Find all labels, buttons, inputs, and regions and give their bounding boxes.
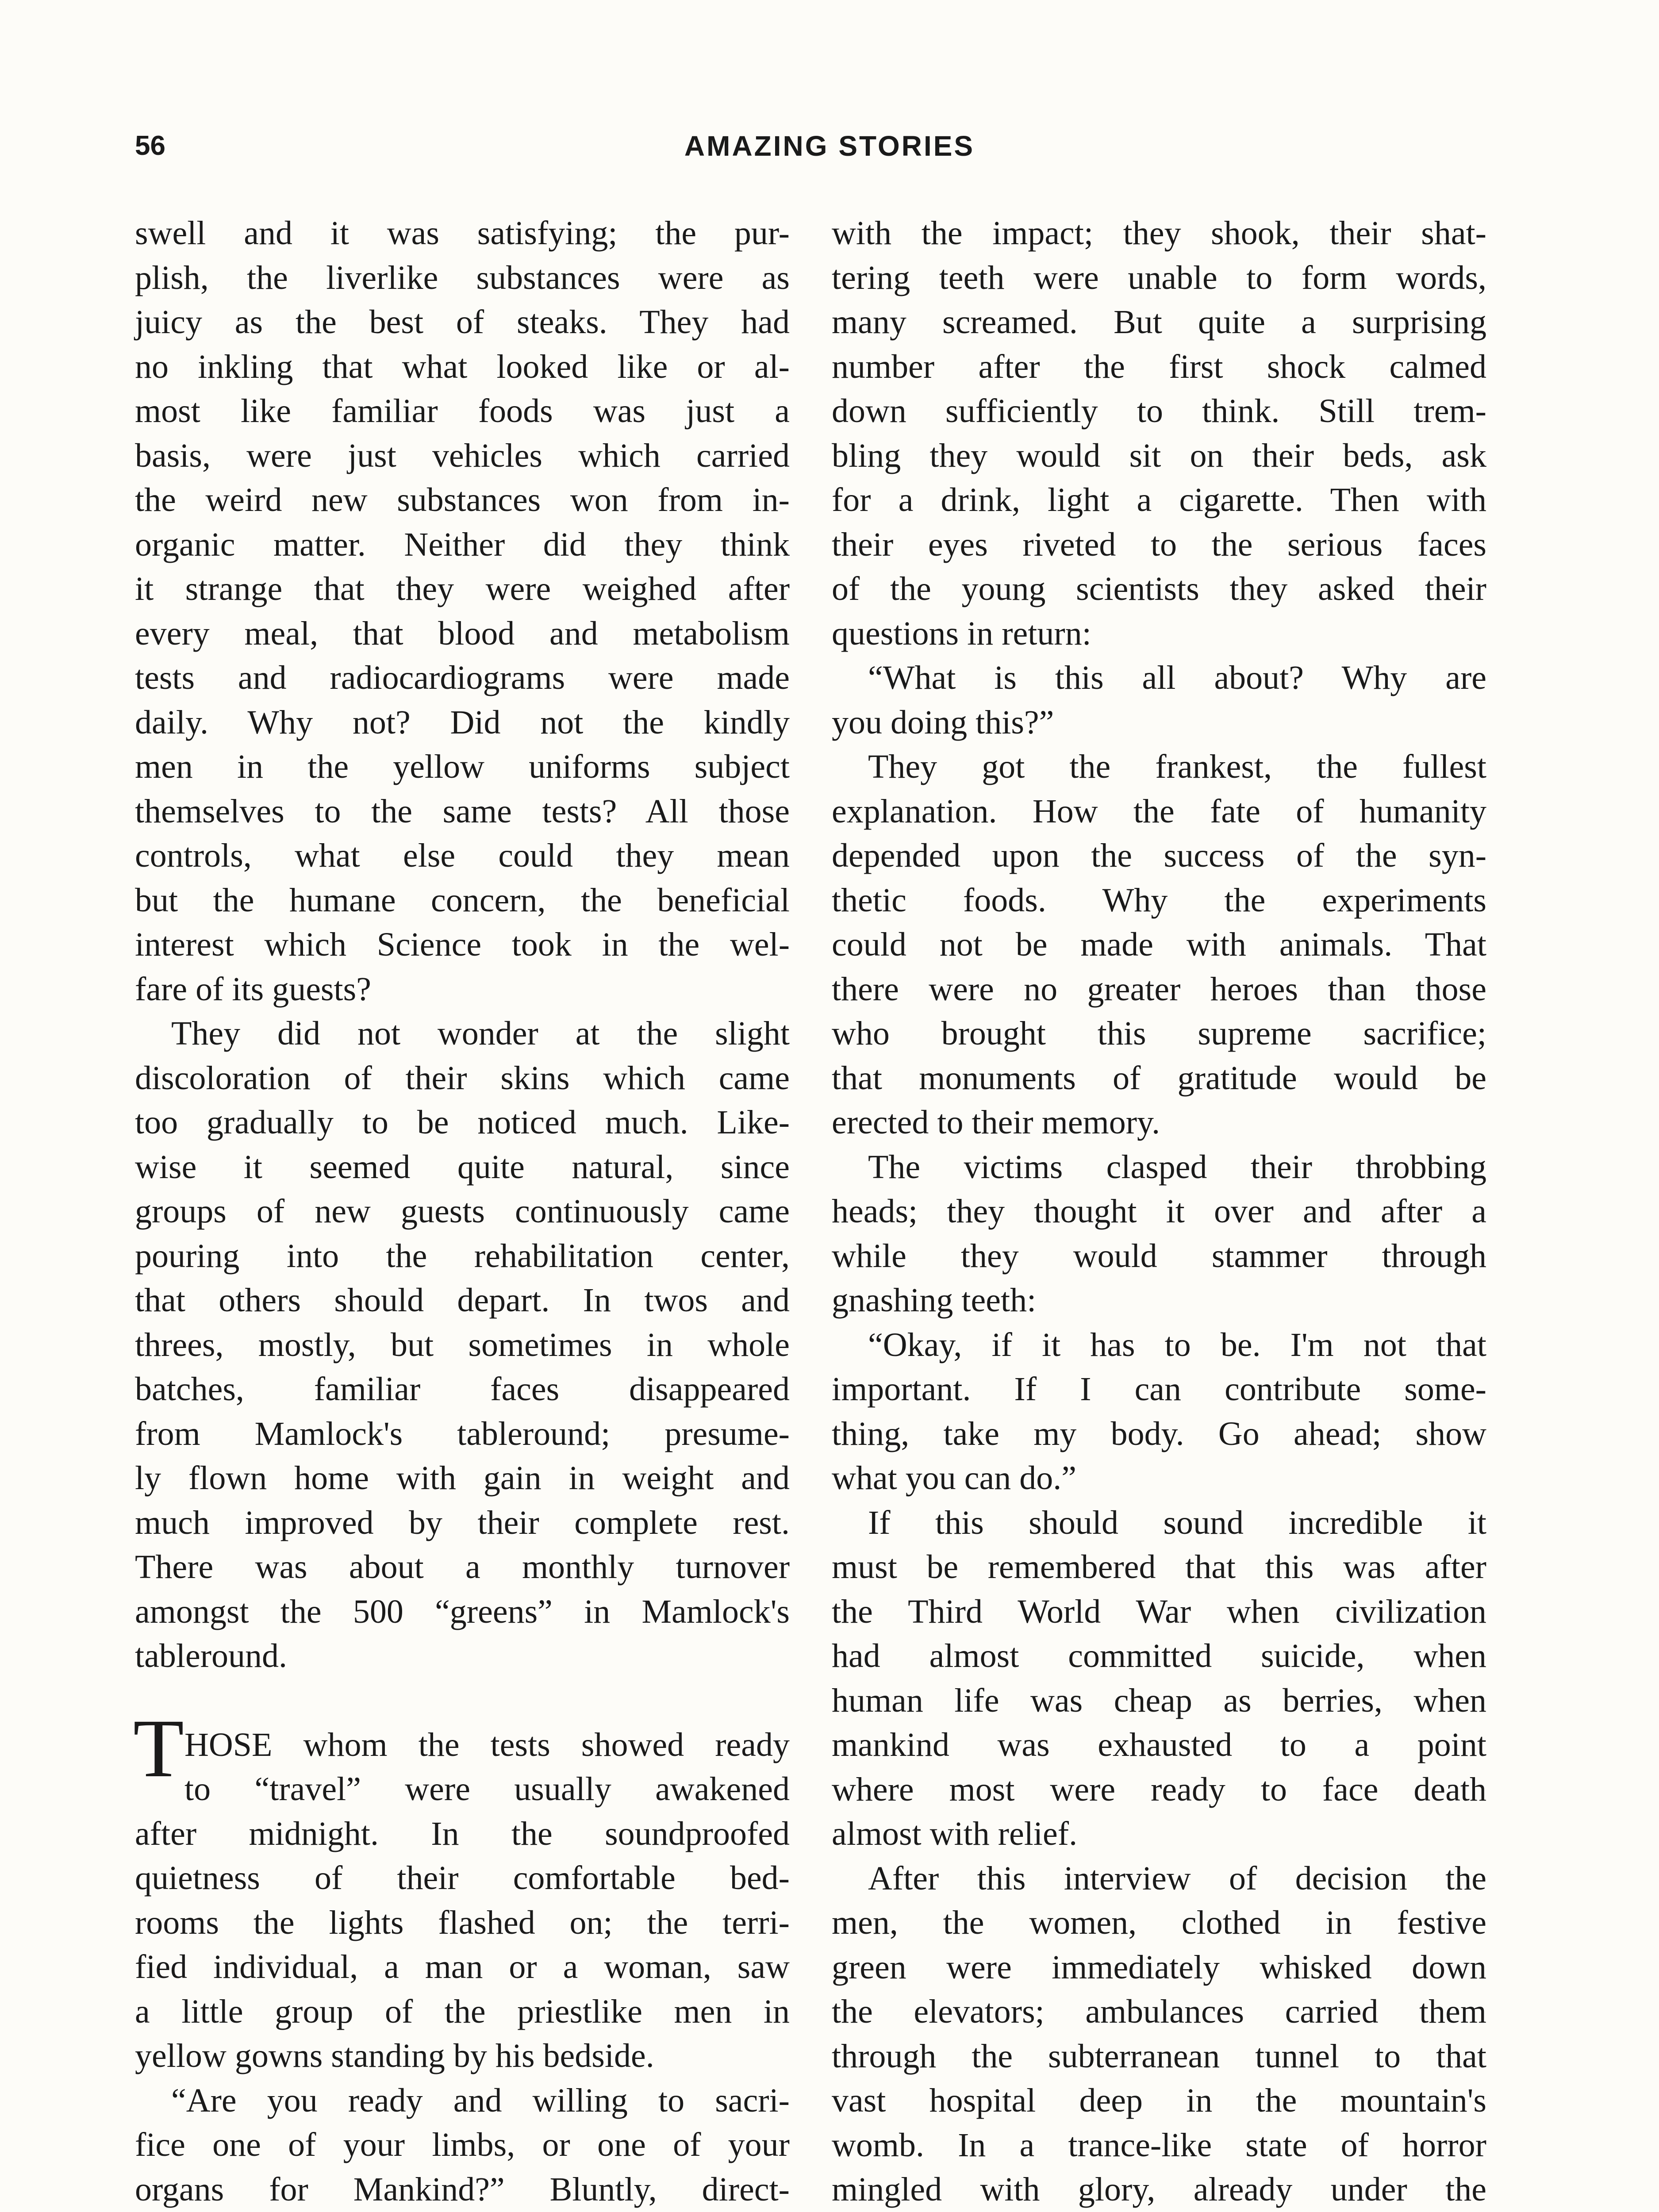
text-line: quietness of their comfortable bed- <box>135 1859 790 1897</box>
right-column <box>832 211 1486 2212</box>
text-line: juicy as the best of steaks. They had <box>135 303 790 341</box>
text-line: depended upon the success of the syn- <box>832 837 1486 874</box>
text-line: had almost committed suicide, when <box>832 1637 1486 1674</box>
text-line: amongst the 500 “greens” in Mamlock's <box>135 1593 790 1630</box>
text-line: human life was cheap as berries, when <box>832 1682 1486 1719</box>
text-line: bling they would sit on their beds, ask <box>832 437 1486 474</box>
text-line: no inkling that what looked like or al- <box>135 348 790 385</box>
text-line: heads; they thought it over and after a <box>832 1193 1486 1230</box>
text-line: every meal, that blood and metabolism <box>135 614 790 652</box>
text-line: There was about a monthly turnover <box>135 1548 790 1586</box>
text-line: from Mamlock's tableround; presume- <box>135 1415 790 1452</box>
text-line: tering teeth were unable to form words, <box>832 259 1486 296</box>
text-line: that monuments of gratitude would be <box>832 1059 1486 1097</box>
text-line: could not be made with animals. That <box>832 926 1486 963</box>
text-line: of the young scientists they asked their <box>832 570 1486 607</box>
text-line: where most were ready to face death <box>832 1770 1486 1808</box>
text-line: ly flown home with gain in weight and <box>135 1459 790 1497</box>
running-head: AMAZING STORIES <box>684 130 975 162</box>
text-line: “What is this all about? Why are <box>868 659 1486 696</box>
paragraph <box>832 656 1486 745</box>
text-line: If this should sound incredible it <box>868 1504 1486 1541</box>
text-line: explanation. How the fate of humanity <box>832 792 1486 830</box>
text-line: most like familiar foods was just a <box>135 392 790 430</box>
text-line: it strange that they were weighed after <box>135 570 790 607</box>
text-line: pouring into the rehabilitation center, <box>135 1237 790 1275</box>
text-line: but the humane concern, the beneficial <box>135 881 790 919</box>
text-line: discoloration of their skins which came <box>135 1059 790 1097</box>
page-number: 56 <box>135 131 165 161</box>
text-line: yellow gowns standing by his bedside. <box>135 2037 654 2074</box>
text-line: after midnight. In the soundproofed <box>135 1815 790 1852</box>
text-line: to “travel” were usually awakened <box>184 1770 790 1808</box>
paragraph <box>133 1701 790 2078</box>
left-column <box>135 211 790 2212</box>
text-line: themselves to the same tests? All those <box>135 792 790 830</box>
text-line: much improved by their complete rest. <box>135 1504 790 1541</box>
text-line: thetic foods. Why the experiments <box>832 881 1486 919</box>
section-break <box>135 1678 790 1723</box>
text-line: organs for Mankind?” Bluntly, direct- <box>135 2170 790 2208</box>
text-line: mingled with glory, already under the <box>832 2171 1486 2208</box>
text-line: daily. Why not? Did not the kindly <box>135 703 790 741</box>
text-line: The victims clasped their throbbing <box>868 1148 1486 1186</box>
text-line: men in the yellow uniforms subject <box>135 748 790 785</box>
text-line: important. If I can contribute some- <box>832 1371 1486 1408</box>
text-line: too gradually to be noticed much. Like- <box>135 1104 790 1141</box>
text-line: through the subterranean tunnel to that <box>832 2037 1486 2075</box>
text-line: tests and radiocardiograms were made <box>135 659 790 696</box>
paragraph <box>135 211 790 1011</box>
text-line: the elevators; ambulances carried them <box>832 1993 1486 2030</box>
text-line: questions in return: <box>832 614 1091 652</box>
text-line: organic matter. Neither did they think <box>135 526 790 563</box>
paragraph <box>832 1145 1486 1323</box>
text-line: tableround. <box>135 1637 288 1674</box>
text-line: gnashing teeth: <box>832 1282 1037 1319</box>
text-line: down sufficiently to think. Still trem- <box>832 392 1486 430</box>
text-line: the weird new substances won from in- <box>135 481 790 518</box>
text-line: plish, the liverlike substances were as <box>135 259 790 296</box>
text-line: number after the first shock calmed <box>832 348 1486 385</box>
text-line: green were immediately whisked down <box>832 1948 1486 1986</box>
text-line: controls, what else could they mean <box>135 837 790 874</box>
paragraph <box>832 745 1486 1145</box>
text-line: many screamed. But quite a surprising <box>832 303 1486 341</box>
paragraph <box>135 1011 790 1678</box>
text-line: fied individual, a man or a woman, saw <box>135 1948 790 1985</box>
paragraph <box>135 2078 790 2212</box>
text-line: rooms the lights flashed on; the terri- <box>135 1904 790 1941</box>
text-line: must be remembered that this was after <box>832 1548 1486 1586</box>
text-line: womb. In a trance-like state of horror <box>832 2126 1486 2164</box>
text-line: who brought this supreme sacrifice; <box>832 1015 1486 1052</box>
text-line: interest which Science took in the wel- <box>135 926 790 963</box>
paragraph <box>832 211 1486 656</box>
text-line: almost with relief. <box>832 1815 1078 1852</box>
text-line: their eyes riveted to the serious faces <box>832 526 1486 563</box>
text-line: After this interview of decision the <box>868 1859 1486 1897</box>
text-line: fare of its guests? <box>135 970 371 1008</box>
text-line: “Okay, if it has to be. I'm not that <box>868 1326 1486 1363</box>
text-line: They got the frankest, the fullest <box>868 748 1486 785</box>
text-line: a little group of the priestlike men in <box>135 1993 790 2030</box>
text-line: the Third World War when civilization <box>832 1593 1486 1630</box>
text-line: HOSE whom the tests showed ready <box>184 1726 790 1763</box>
text-line: that others should depart. In twos and <box>135 1282 790 1319</box>
text-line: men, the women, clothed in festive <box>832 1904 1486 1941</box>
text-line: with the impact; they shook, their shat- <box>832 215 1486 252</box>
paragraph <box>832 1501 1486 1856</box>
text-line: mankind was exhausted to a point <box>832 1726 1486 1763</box>
text-line: groups of new guests continuously came <box>135 1193 790 1230</box>
drop-cap: T <box>133 1701 184 1794</box>
text-line: erected to their memory. <box>832 1104 1160 1141</box>
text-line: fice one of your limbs, or one of your <box>135 2126 790 2163</box>
text-line: what you can do.” <box>832 1459 1076 1497</box>
text-line: “Are you ready and willing to sacri- <box>171 2081 790 2119</box>
text-line: for a drink, light a cigarette. Then with <box>832 481 1486 518</box>
text-line: batches, familiar faces disappeared <box>135 1371 790 1408</box>
text-line: you doing this?” <box>832 703 1054 741</box>
text-line: there were no greater heroes than those <box>832 970 1486 1008</box>
text-line: while they would stammer through <box>832 1237 1486 1275</box>
text-line: They did not wonder at the slight <box>171 1015 790 1052</box>
text-line: vast hospital deep in the mountain's <box>832 2082 1486 2119</box>
paragraph <box>832 1856 1486 2212</box>
text-line: wise it seemed quite natural, since <box>135 1148 790 1186</box>
text-line: basis, were just vehicles which carried <box>135 437 790 474</box>
text-line: threes, mostly, but sometimes in whole <box>135 1326 790 1363</box>
text-line: swell and it was satisfying; the pur- <box>135 215 790 252</box>
text-line: thing, take my body. Go ahead; show <box>832 1415 1486 1452</box>
paragraph <box>832 1323 1486 1501</box>
